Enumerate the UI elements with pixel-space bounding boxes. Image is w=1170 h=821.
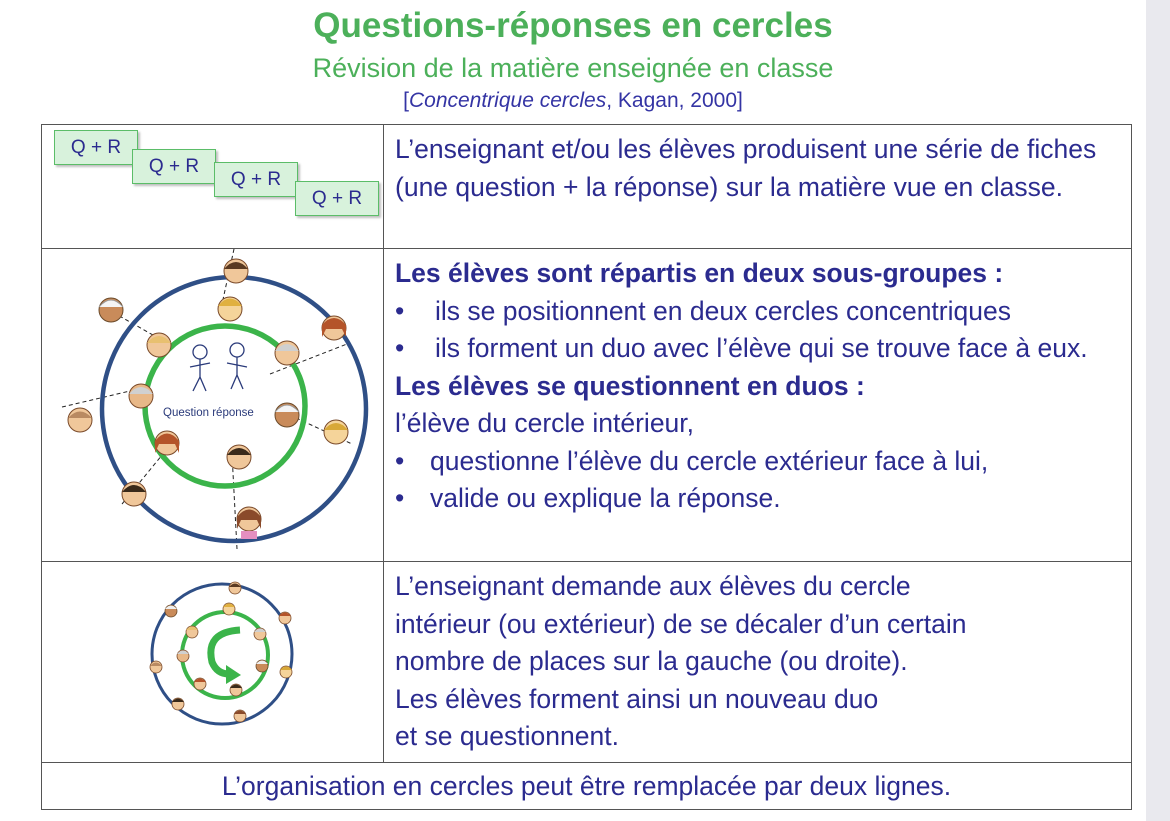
list-item-text: ils forment un duo avec l’élève qui se trouve face à eux. — [435, 333, 1088, 363]
face-icon — [218, 297, 242, 321]
face-icon — [280, 666, 292, 678]
face-icon — [234, 710, 246, 722]
face-icon — [165, 605, 177, 617]
list-item-text: ils se positionnent en deux cercles concentriques — [435, 295, 1011, 326]
face-icon — [122, 482, 146, 506]
text-line: L’enseignant demande aux élèves du cercle — [395, 571, 911, 601]
face-icon — [224, 259, 248, 283]
face-icon — [177, 650, 189, 662]
bullet: • — [395, 295, 405, 326]
text-line: nombre de places sur la gauche (ou droite). — [395, 646, 908, 676]
step2-text — [384, 249, 1132, 562]
step3-text — [384, 562, 1132, 763]
face-icon — [237, 507, 261, 539]
rotation-circles-diagram — [42, 562, 383, 762]
step1-text: L’enseignant et/ou les élèves produisent une série de fiches (une question + la réponse) sur la matière vue en classe. — [384, 125, 1132, 249]
face-icon — [230, 684, 242, 696]
citation-open: [ — [403, 89, 409, 112]
bullet: • — [395, 333, 405, 363]
rotation-diagram — [42, 562, 384, 763]
list-item — [395, 293, 1123, 331]
bullet: • — [395, 445, 405, 476]
page-title: Questions-réponses en cercles — [313, 6, 833, 45]
duos-heading: Les élèves se questionnent en duos : — [395, 370, 865, 401]
face-icon — [186, 626, 198, 638]
rotate-arrow-icon — [211, 630, 240, 674]
citation — [0, 89, 1146, 113]
face-icon — [254, 628, 266, 640]
concentric-circles-diagram — [42, 249, 383, 559]
groups-heading: Les élèves sont répartis en deux sous-groupes : — [395, 258, 1004, 288]
face-icon — [223, 603, 235, 615]
cards-illustration — [42, 125, 384, 249]
diagram-label: Question réponse — [163, 407, 254, 419]
face-icon — [322, 316, 346, 340]
footer-note: L’organisation en cercles peut être remplacée par deux lignes. — [42, 763, 1132, 810]
citation-rest: , Kagan, 2000] — [606, 89, 743, 112]
table-row — [42, 562, 1132, 763]
arrow-head-icon — [226, 665, 241, 684]
qr-card: Q + R — [54, 130, 138, 165]
face-icon — [275, 403, 299, 427]
duos-intro: l’élève du cercle intérieur, — [395, 408, 695, 438]
table-row — [42, 763, 1132, 810]
face-icon — [155, 431, 179, 455]
face-icon — [275, 341, 299, 365]
citation-italic: Concentrique cercles — [408, 89, 607, 112]
face-icon — [279, 612, 291, 624]
method-table — [41, 124, 1132, 810]
face-icon — [227, 445, 251, 469]
qr-card: Q + R — [214, 162, 298, 197]
face-icon — [229, 582, 241, 594]
list-item-text: questionne l’élève du cercle extérieur face à lui, — [430, 445, 989, 476]
text-line: et se questionnent. — [395, 721, 619, 751]
list-item — [395, 480, 1123, 518]
bullet: • — [395, 483, 405, 513]
face-icon — [150, 661, 162, 673]
page-subtitle: Révision de la matière enseignée en classe — [312, 53, 834, 83]
pairing-lines — [62, 249, 352, 549]
face-icon — [99, 298, 123, 322]
qr-card: Q + R — [132, 149, 216, 184]
face-icon — [68, 408, 92, 432]
face-icon — [129, 384, 153, 408]
face-icon — [194, 678, 206, 690]
text-line: Les élèves forment ainsi un nouveau duo — [395, 683, 879, 714]
list-item-text: valide ou explique la réponse. — [430, 483, 781, 513]
table-row — [42, 249, 1132, 562]
face-icon — [256, 660, 268, 672]
circles-diagram — [42, 249, 384, 562]
text-line: intérieur (ou extérieur) de se décaler d’un certain — [395, 608, 967, 639]
stick-figures — [190, 343, 247, 391]
face-icon — [172, 698, 184, 710]
qr-card: Q + R — [295, 181, 379, 216]
table-row — [42, 125, 1132, 249]
list-item — [395, 443, 1123, 481]
list-item — [395, 330, 1123, 368]
face-icon — [147, 333, 171, 357]
face-icon — [324, 420, 348, 444]
